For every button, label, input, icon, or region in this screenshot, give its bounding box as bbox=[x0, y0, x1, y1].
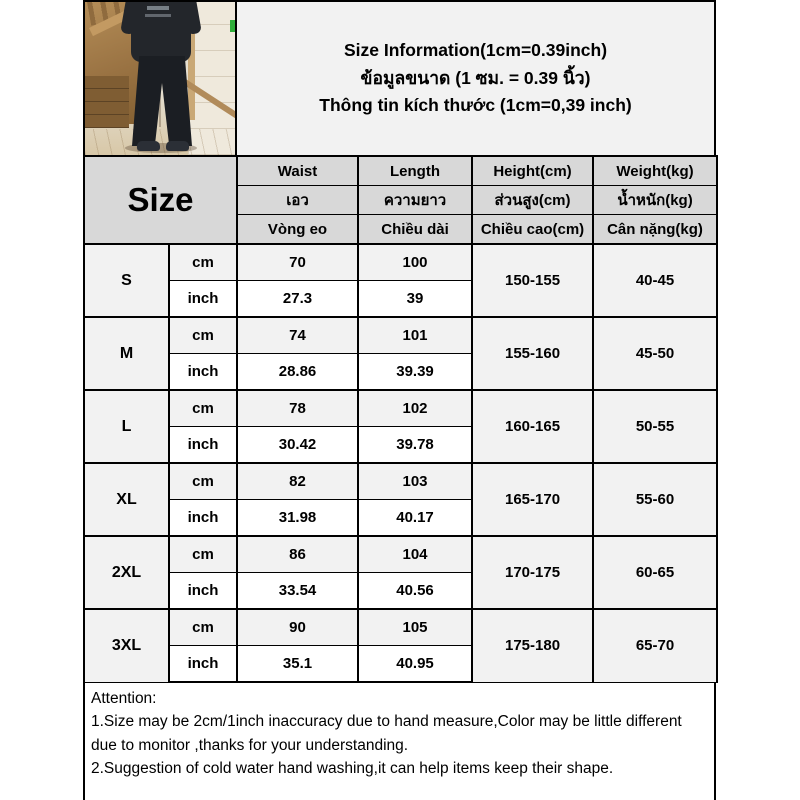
title-vietnamese: Thông tin kích thước (1cm=0,39 inch) bbox=[319, 95, 632, 116]
size-label-l: L bbox=[84, 390, 169, 463]
unit-cm: cm bbox=[169, 390, 237, 427]
cell-length-cm: 104 bbox=[358, 536, 472, 573]
cell-weight: 60-65 bbox=[593, 536, 717, 609]
photo-model-tshirt bbox=[131, 2, 191, 62]
header-height-en: Height(cm) bbox=[472, 156, 593, 186]
cell-waist-inch: 31.98 bbox=[237, 500, 358, 537]
size-label-3xl: 3XL bbox=[84, 609, 169, 682]
attention-box bbox=[83, 683, 716, 800]
size-label-2xl: 2XL bbox=[84, 536, 169, 609]
cell-waist-cm: 86 bbox=[237, 536, 358, 573]
row-xl-cm bbox=[84, 463, 717, 500]
cell-waist-cm: 82 bbox=[237, 463, 358, 500]
header-row-en bbox=[84, 156, 717, 186]
row-s-cm bbox=[84, 244, 717, 281]
unit-cm: cm bbox=[169, 317, 237, 354]
cell-weight: 45-50 bbox=[593, 317, 717, 390]
cell-height: 155-160 bbox=[472, 317, 593, 390]
unit-cm: cm bbox=[169, 463, 237, 500]
photo-wood-drawers bbox=[85, 76, 129, 128]
row-2xl-cm bbox=[84, 536, 717, 573]
row-3xl-cm bbox=[84, 609, 717, 646]
cell-length-inch: 40.17 bbox=[358, 500, 472, 537]
cell-height: 170-175 bbox=[472, 536, 593, 609]
header-length-en: Length bbox=[358, 156, 472, 186]
cell-length-inch: 39 bbox=[358, 281, 472, 318]
title-box bbox=[237, 2, 714, 155]
cell-length-cm: 100 bbox=[358, 244, 472, 281]
cell-length-inch: 40.95 bbox=[358, 646, 472, 683]
top-section bbox=[83, 0, 716, 155]
cell-length-cm: 102 bbox=[358, 390, 472, 427]
header-weight-th: น้ำหนัก(kg) bbox=[593, 186, 717, 215]
photo-tshirt-print bbox=[145, 14, 171, 17]
header-height-vi: Chiều cao(cm) bbox=[472, 215, 593, 245]
size-header-cell: Size bbox=[84, 156, 237, 244]
header-height-th: ส่วนสูง(cm) bbox=[472, 186, 593, 215]
unit-cm: cm bbox=[169, 536, 237, 573]
title-thai: ข้อมูลขนาด (1 ซม. = 0.39 นิ้ว) bbox=[360, 67, 591, 88]
header-weight-vi: Cân nặng(kg) bbox=[593, 215, 717, 245]
unit-inch: inch bbox=[169, 281, 237, 318]
attention-label: Attention: bbox=[91, 690, 157, 707]
header-length-vi: Chiều dài bbox=[358, 215, 472, 245]
cell-waist-cm: 74 bbox=[237, 317, 358, 354]
cell-height: 165-170 bbox=[472, 463, 593, 536]
photo-tshirt-print bbox=[147, 6, 169, 10]
unit-inch: inch bbox=[169, 573, 237, 610]
cell-length-inch: 39.78 bbox=[358, 427, 472, 464]
cell-waist-cm: 90 bbox=[237, 609, 358, 646]
header-weight-en: Weight(kg) bbox=[593, 156, 717, 186]
size-chart-sheet bbox=[83, 0, 716, 797]
header-waist-vi: Vòng eo bbox=[237, 215, 358, 245]
photo-green-artifact bbox=[230, 20, 235, 32]
attention-note-1: 1.Size may be 2cm/1inch inaccuracy due to hand measure,Color may be little different due to monitor ,thanks for your understanding. bbox=[91, 713, 682, 754]
cell-height: 160-165 bbox=[472, 390, 593, 463]
cell-length-cm: 105 bbox=[358, 609, 472, 646]
cell-length-inch: 39.39 bbox=[358, 354, 472, 391]
row-m-cm bbox=[84, 317, 717, 354]
unit-cm: cm bbox=[169, 609, 237, 646]
row-l-cm bbox=[84, 390, 717, 427]
cell-waist-inch: 30.42 bbox=[237, 427, 358, 464]
unit-inch: inch bbox=[169, 500, 237, 537]
header-length-th: ความยาว bbox=[358, 186, 472, 215]
unit-inch: inch bbox=[169, 354, 237, 391]
cell-length-cm: 103 bbox=[358, 463, 472, 500]
cell-waist-cm: 78 bbox=[237, 390, 358, 427]
header-waist-en: Waist bbox=[237, 156, 358, 186]
cell-waist-inch: 28.86 bbox=[237, 354, 358, 391]
size-table bbox=[83, 155, 718, 683]
size-label-xl: XL bbox=[84, 463, 169, 536]
product-photo bbox=[85, 2, 237, 155]
unit-inch: inch bbox=[169, 646, 237, 683]
size-label-m: M bbox=[84, 317, 169, 390]
photo-model-shoe-left bbox=[137, 141, 160, 151]
cell-waist-inch: 35.1 bbox=[237, 646, 358, 683]
photo-model-shoe-right bbox=[166, 141, 189, 151]
unit-inch: inch bbox=[169, 427, 237, 464]
unit-cm: cm bbox=[169, 244, 237, 281]
cell-height: 175-180 bbox=[472, 609, 593, 682]
cell-weight: 50-55 bbox=[593, 390, 717, 463]
cell-weight: 65-70 bbox=[593, 609, 717, 682]
cell-waist-cm: 70 bbox=[237, 244, 358, 281]
attention-note-2: 2.Suggestion of cold water hand washing,it can help items keep their shape. bbox=[91, 759, 614, 777]
cell-weight: 40-45 bbox=[593, 244, 717, 317]
cell-length-cm: 101 bbox=[358, 317, 472, 354]
cell-length-inch: 40.56 bbox=[358, 573, 472, 610]
header-waist-th: เอว bbox=[237, 186, 358, 215]
cell-weight: 55-60 bbox=[593, 463, 717, 536]
cell-height: 150-155 bbox=[472, 244, 593, 317]
cell-waist-inch: 33.54 bbox=[237, 573, 358, 610]
cell-waist-inch: 27.3 bbox=[237, 281, 358, 318]
title-english: Size Information(1cm=0.39inch) bbox=[343, 39, 608, 60]
size-label-s: S bbox=[84, 244, 169, 317]
